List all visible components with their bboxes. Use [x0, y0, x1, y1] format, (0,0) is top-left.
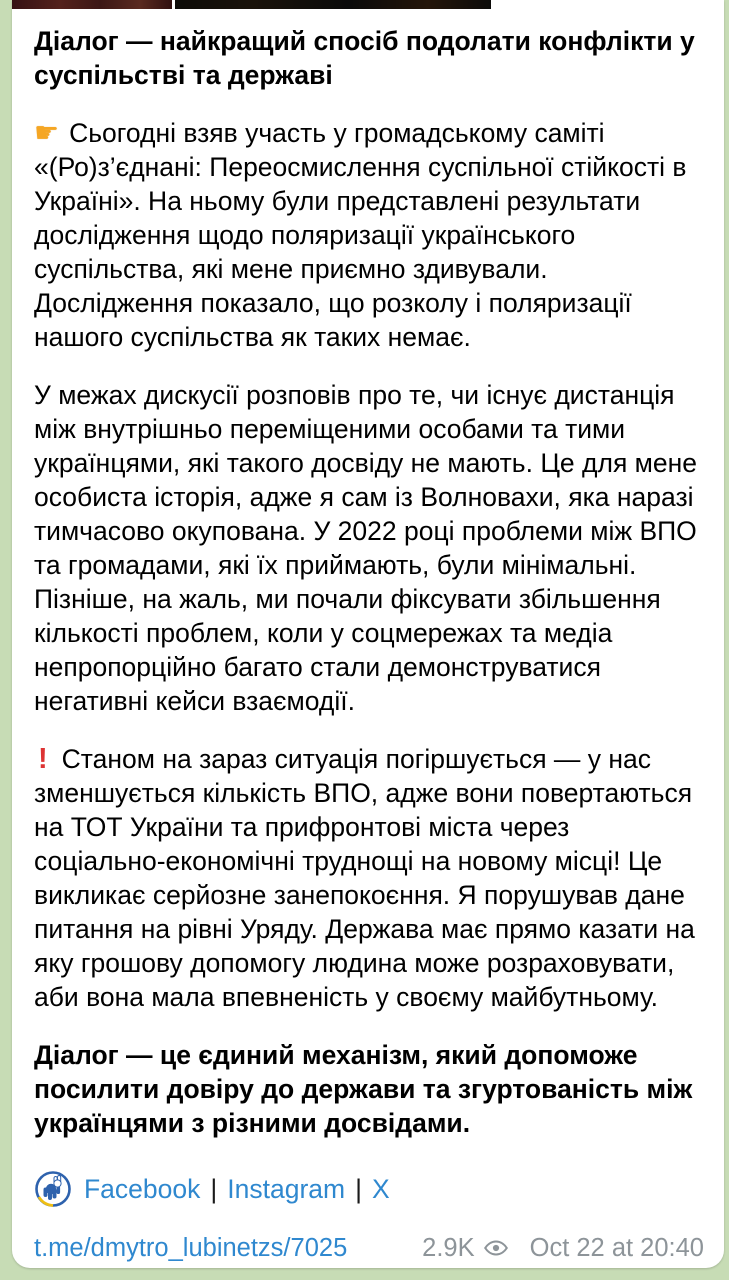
instagram-link[interactable]: Instagram — [227, 1173, 346, 1204]
photo-thumbnail[interactable] — [175, 0, 491, 9]
red-exclamation-icon: ! — [38, 743, 48, 775]
facebook-link[interactable]: Facebook — [84, 1173, 201, 1204]
views-eye-icon — [484, 1234, 508, 1263]
ombudsman-logo-icon — [34, 1170, 72, 1208]
paragraph-text: Станом на зараз ситуація погіршується — у нас зменшується кількість ВПО, адже вони повертаються на ТОТ України та прифронтові міста через соціально-економічні труднощі на новому місці! Це викликає серйозне занепокоєння. Я порушував дане питання на рівні Уряду. Держава має прямо казати на яку грошову допомогу людина може розраховувати, аби вона мала впевненість у своєму майбутньому. — [34, 744, 695, 1012]
x-link[interactable]: X — [372, 1173, 390, 1204]
message-paragraph — [34, 116, 704, 354]
social-links-row — [34, 1170, 704, 1208]
paragraph-text: Сьогодні взяв участь у громадському саміті «(Ро)з’єднані: Переосмислення суспільної стійкості в Україні». На ньому були представлені результати дослідження щодо поляризації українського суспільства, які мене приємно здивували. Дослідження показало, що розколу і поляризації нашого суспільства як таких немає. — [34, 118, 687, 352]
pointing-finger-icon: ☛ — [34, 117, 60, 148]
photo-album-strip — [12, 0, 724, 9]
photo-thumbnail[interactable] — [12, 0, 172, 9]
view-count: 2.9K — [422, 1234, 475, 1262]
message-bubble — [12, 0, 724, 1268]
link-separator: | — [210, 1173, 218, 1204]
message-paragraph — [34, 378, 704, 718]
post-link[interactable]: t.me/dmytro_lubinetzs/7025 — [34, 1234, 348, 1262]
message-paragraph-bold — [34, 1038, 704, 1140]
message-paragraph — [34, 742, 704, 1014]
message-meta-row — [34, 1234, 704, 1263]
paragraph-text: Діалог — це єдиний механізм, який допоможе посилити довіру до держави та згуртованість між українцями з різними досвідами. — [34, 1040, 693, 1138]
link-separator: | — [355, 1173, 362, 1204]
paragraph-text: У межах дискусії розповів про те, чи існує дистанція між внутрішньо переміщеними особами та тими українцями, які такого досвіду не мають. Це для мене особиста історія, адже я сам із Волновахи, яка наразі тимчасово окупована. У 2022 році проблеми між ВПО та громадами, які їх приймають, були мінімальні. Пізніше, на жаль, ми почали фіксувати збільшення кількості проблем, коли у соцмережах та медіа непропорційно багато стали демонструватися негативні кейси взаємодії. — [34, 380, 697, 716]
message-timestamp: Oct 22 at 20:40 — [529, 1234, 704, 1262]
message-title: Діалог — найкращий спосіб подолати конфлікти у суспільстві та державі — [34, 26, 695, 90]
